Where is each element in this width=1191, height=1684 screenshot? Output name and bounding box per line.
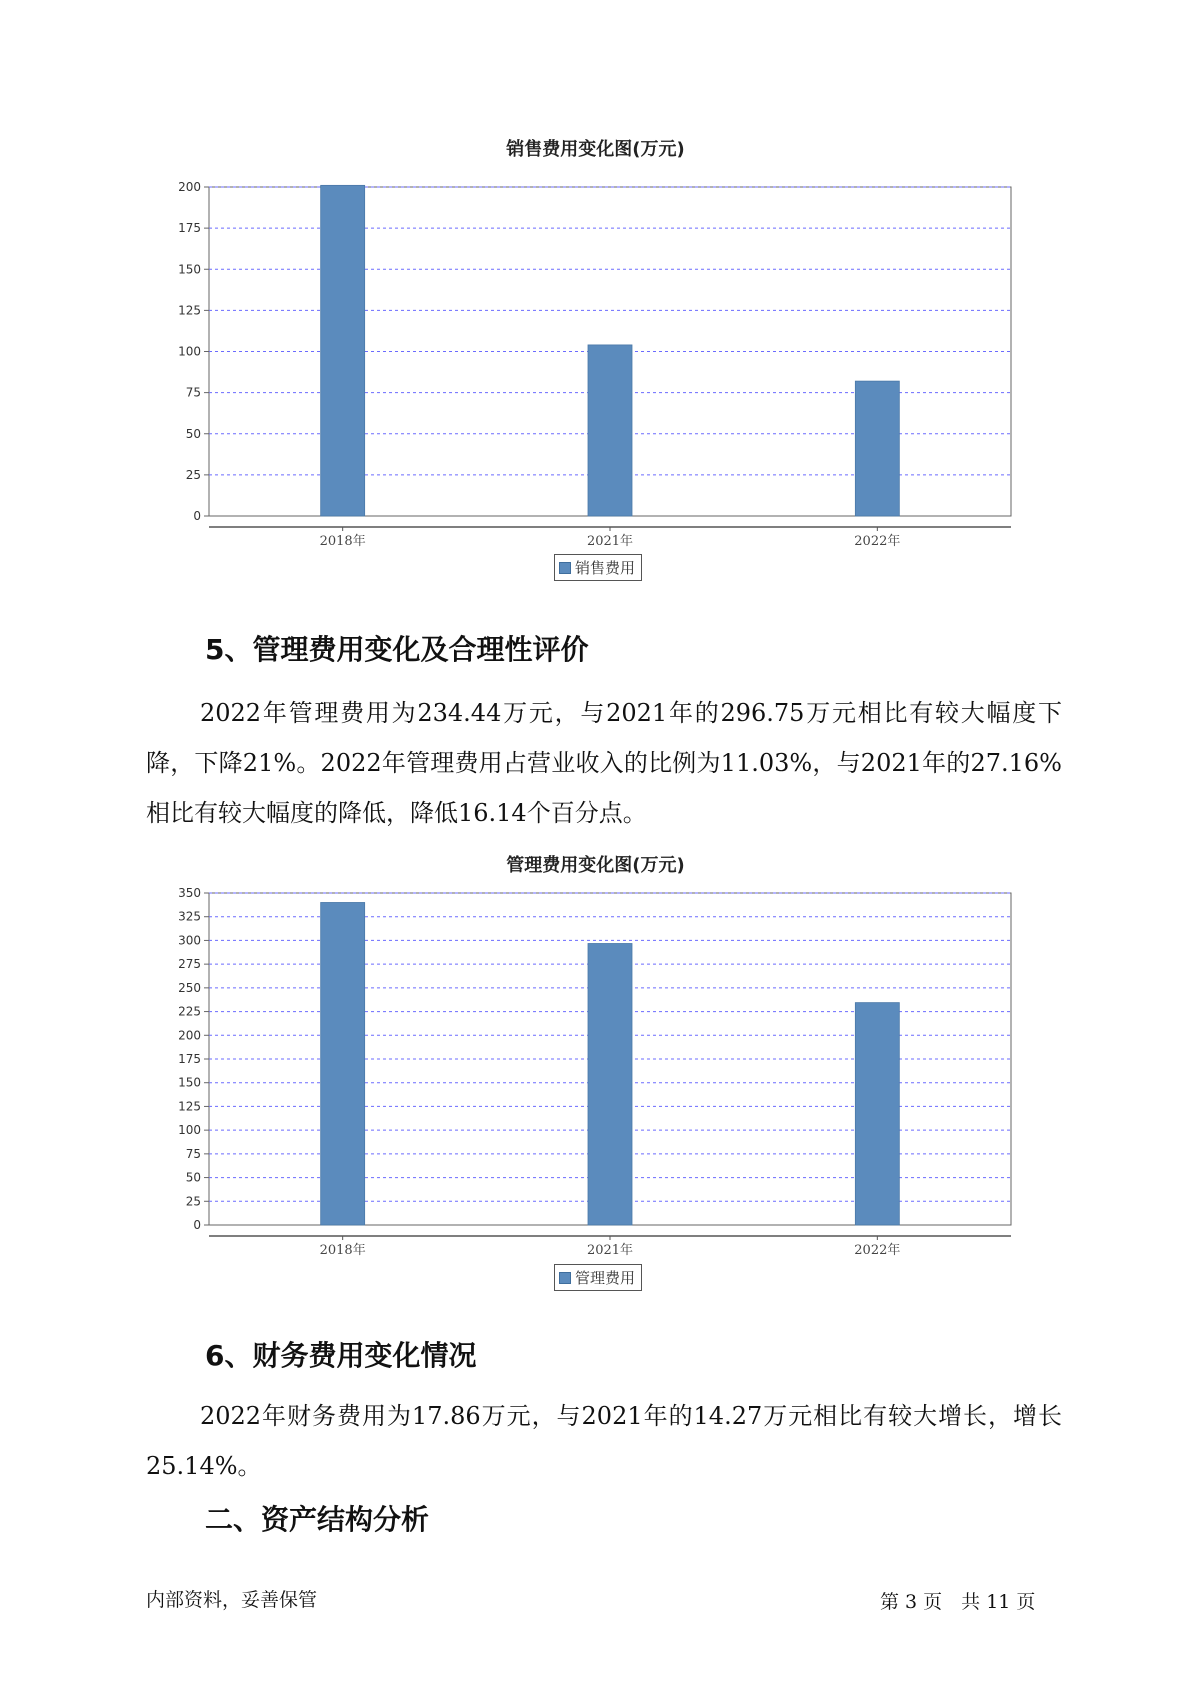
x-tick-label: 2021年 [586, 534, 634, 549]
x-tick-label: 2022年 [854, 1243, 901, 1258]
bar [321, 902, 365, 1225]
footer-note: 内部资料，妥善保管 [146, 1589, 318, 1611]
y-tick-label: 200 [178, 1028, 201, 1043]
y-tick-label: 150 [178, 262, 201, 277]
page-number: 第 3 页 共 11 页 [880, 1591, 1036, 1613]
legend-label: 销售费用 [575, 559, 636, 577]
section-6-text: 2022年财务费用为17.86万元，与2021年的14.27万元相比有较大增长，增长25.14%。 [146, 1402, 1062, 1480]
y-tick-label: 125 [178, 303, 201, 318]
y-tick-label: 175 [178, 1052, 201, 1066]
y-tick-label: 0 [193, 509, 201, 523]
y-tick-label: 100 [178, 344, 201, 359]
y-tick-label: 250 [178, 980, 201, 995]
legend-label: 管理费用 [575, 1269, 636, 1287]
section-5-heading: 5、管理费用变化及合理性评价 [205, 633, 589, 666]
x-tick-label: 2018年 [319, 534, 366, 549]
y-tick-label: 50 [185, 1170, 201, 1185]
bar [588, 944, 632, 1225]
chart-legend [554, 1264, 642, 1291]
section-6-paragraph [146, 1391, 1062, 1491]
legend-swatch [559, 1272, 571, 1284]
chart-title: 管理费用变化图(万元) [506, 855, 685, 876]
y-tick-label: 225 [178, 1004, 201, 1019]
y-tick-label: 25 [185, 467, 201, 482]
y-tick-label: 75 [185, 385, 201, 400]
y-tick-label: 25 [185, 1194, 201, 1209]
section-6-heading: 6、财务费用变化情况 [205, 1339, 477, 1372]
bar [855, 1003, 899, 1225]
section-two-heading: 二、资产结构分析 [205, 1503, 430, 1536]
y-tick-label: 175 [178, 221, 201, 236]
x-tick-label: 2021年 [586, 1243, 634, 1258]
y-tick-label: 50 [185, 426, 201, 441]
section-5-text: 2022年管理费用为234.44万元，与2021年的296.75万元相比有较大幅度下降，下降21%。2022年管理费用占营业收入的比例为11.03%，与2021年的27.16%相比有较大幅度的降低，降低16.14个百分点。 [146, 699, 1062, 827]
chart-title: 销售费用变化图(万元) [506, 139, 685, 160]
x-tick-label: 2018年 [319, 1243, 366, 1258]
y-tick-label: 200 [178, 180, 201, 194]
y-tick-label: 75 [185, 1146, 201, 1161]
y-tick-label: 275 [178, 957, 201, 972]
y-tick-label: 0 [193, 1218, 201, 1232]
y-tick-label: 325 [178, 909, 201, 924]
y-tick-label: 100 [178, 1123, 201, 1138]
y-tick-label: 150 [178, 1075, 201, 1090]
y-tick-label: 125 [178, 1099, 201, 1114]
x-tick-label: 2022年 [854, 534, 901, 549]
y-tick-label: 350 [178, 886, 201, 900]
y-tick-label: 300 [178, 933, 201, 948]
